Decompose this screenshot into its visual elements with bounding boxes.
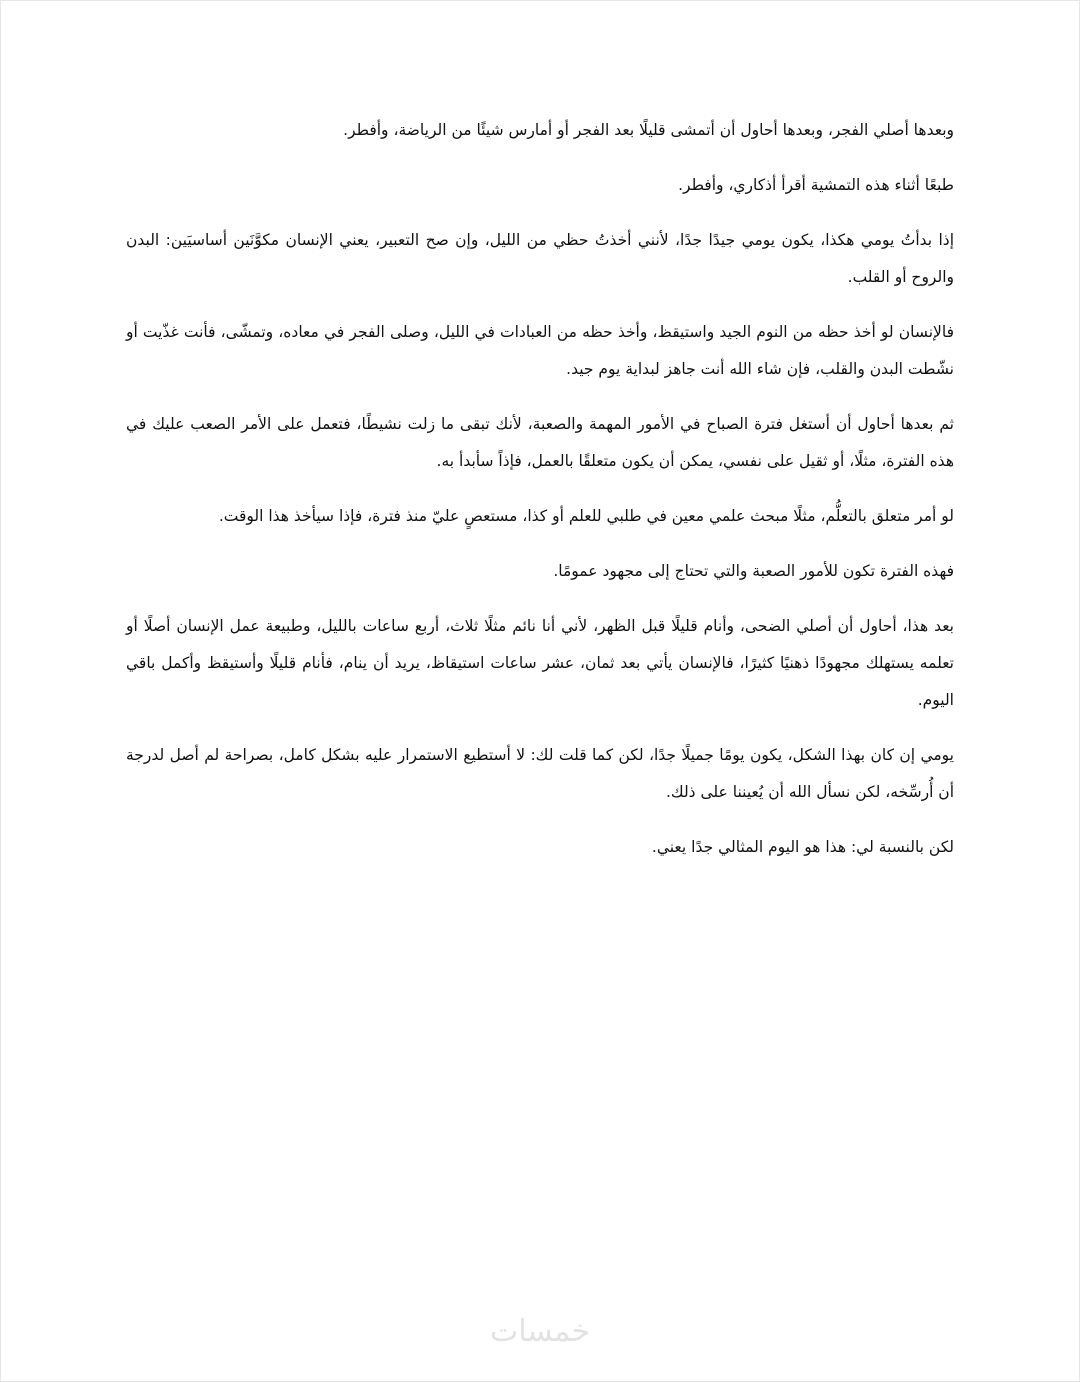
paragraph-2: طبعًا أثناء هذه التمشية أقرأ أذكاري، وأفطر.	[678, 176, 954, 194]
paragraph-7: فهذه الفترة تكون للأمور الصعبة والتي تحتاج إلى مجهود عمومًا.	[553, 562, 954, 580]
paragraph-3: إذا بدأتُ يومي هكذا، يكون يومي جيدًا جدًا، لأنني أخذتُ حظي من الليل، وإن صح التعبير، يعني الإنسان مكوَّنَين أساسيَين: البدن والروح أو القلب.	[126, 231, 954, 286]
paragraph-6: لو أمر متعلق بالتعلُّم، مثلًا مبحث علمي معين في طلبي للعلم أو كذا، مستعصٍ عليّ منذ فترة، فإذا سيأخذ هذا الوقت.	[218, 507, 954, 525]
document-body	[126, 112, 954, 884]
watermark-logo: خمسات	[489, 1314, 591, 1349]
paragraph-9: يومي إن كان بهذا الشكل، يكون يومًا جميلًا جدًا، لكن كما قلت لك: لا أستطيع الاستمرار عليه بشكل كامل، بصراحة لم أصل لدرجة أن أُرسِّخه، لكن نسأل الله أن يُعيننا على ذلك.	[126, 746, 954, 801]
paragraph-8: بعد هذا، أحاول أن أصلي الضحى، وأنام قليلًا قبل الظهر، لأني أنا نائم مثلًا ثلاث، أربع ساعات بالليل، وطبيعة عمل الإنسان أصلًا أو تعلمه يستهلك مجهودًا ذهنيًا كثيرًا، فالإنسان يأتي بعد ثمان، عشر ساعات استيقاظ، يريد أن ينام، فأنام قليلًا وأستيقظ وأكمل باقي اليوم.	[126, 617, 954, 709]
paragraph-10: لكن بالنسبة لي: هذا هو اليوم المثالي جدًا يعني.	[651, 838, 954, 856]
paragraph-1: وبعدها أصلي الفجر، وبعدها أحاول أن أتمشى قليلًا بعد الفجر أو أمارس شيئًا من الرياضة، وأفطر.	[343, 121, 954, 139]
paragraph-5: ثم بعدها أحاول أن أستغل فترة الصباح في الأمور المهمة والصعبة، لأنك تبقى ما زلت نشيطًا، فتعمل على الأمر الصعب عليك في هذه الفترة، مثلًا، أو ثقيل على نفسي، يمكن أن يكون متعلقًا بالعمل، فإذاً سأبدأ به.	[126, 415, 954, 470]
paragraph-4: فالإنسان لو أخذ حظه من النوم الجيد واستيقظ، وأخذ حظه من العبادات في الليل، وصلى الفجر في معاده، وتمشّى، فأنت غذّيت أو نشّطت البدن والقلب، فإن شاء الله أنت جاهز لبداية يوم جيد.	[126, 323, 954, 378]
